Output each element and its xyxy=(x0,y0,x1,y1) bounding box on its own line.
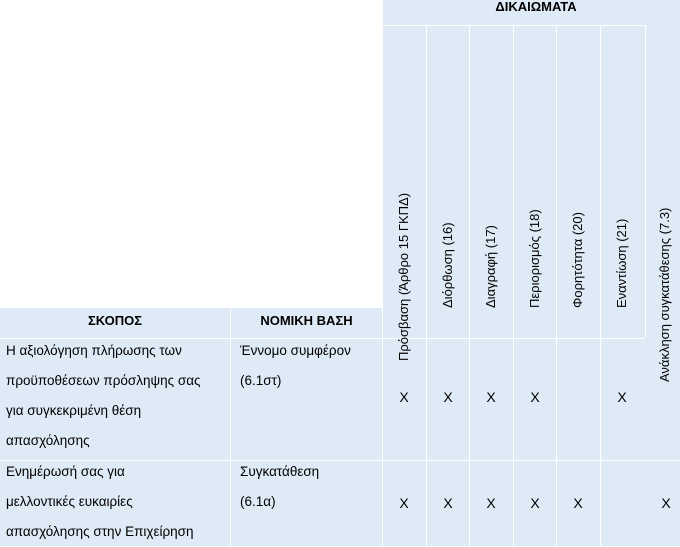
purpose-column-header: ΣΚΟΠΟΣ xyxy=(87,313,142,328)
right-restriction-label: Περιορισμός (18) xyxy=(527,209,542,308)
right-portability-label: Φορητότητα (20) xyxy=(570,212,585,308)
row-1-access-mark: X xyxy=(399,389,409,405)
row-1-restriction-mark: X xyxy=(530,389,540,405)
row-1-basis-line: Έννομο συμφέρον xyxy=(240,343,351,358)
right-consent-withdrawal-label: Ανάκληση συγκατάθεσης (7.3) xyxy=(657,207,672,382)
grid-line xyxy=(645,25,646,337)
grid-line xyxy=(600,25,601,546)
row-1-purpose xyxy=(6,336,228,456)
row-1-basis-line: (6.1στ) xyxy=(240,373,282,388)
row-2-rectification-mark: X xyxy=(443,495,453,511)
row-1-purpose-line: προϋποθέσεων πρόσληψης σας xyxy=(6,373,201,388)
row-1-purpose-line: για συγκεκριμένη θέση xyxy=(6,403,142,418)
row-2-legal-basis xyxy=(240,457,380,517)
row-2-purpose-line: απασχόλησης στην Επιχείρηση xyxy=(6,524,194,539)
row-2-purpose-line: μελλοντικές ευκαιρίες xyxy=(6,494,133,509)
right-rectification-label: Διόρθωση (16) xyxy=(440,222,455,308)
right-access-label: Πρόσβαση (Άρθρο 15 ΓΚΠΔ) xyxy=(396,192,411,361)
row-2-consent-withdrawal-mark: X xyxy=(661,495,671,511)
grid-line xyxy=(513,25,514,546)
rights-title-divider xyxy=(383,25,646,26)
row-1-purpose-line: απασχόλησης xyxy=(6,433,90,448)
row-1-legal-basis xyxy=(240,336,380,396)
row-1-erasure-mark: X xyxy=(486,389,496,405)
row-2-purpose xyxy=(6,457,228,547)
row-2-basis-line: Συγκατάθεση xyxy=(240,464,320,479)
row-1-purpose-line: Η αξιολόγηση πλήρωσης των xyxy=(6,343,182,358)
grid-line xyxy=(426,25,427,546)
rights-header: ΔΙΚΑΙΩΜΑΤΑ xyxy=(495,0,577,14)
row-2-basis-line: (6.1α) xyxy=(240,494,276,509)
legal-basis-column-header: ΝΟΜΙΚΗ ΒΑΣΗ xyxy=(260,313,353,328)
grid-line xyxy=(230,308,231,546)
grid-line xyxy=(469,25,470,546)
row-1-objection-mark: X xyxy=(617,389,627,405)
grid-line xyxy=(382,0,383,546)
right-objection-label: Εναντίωση (21) xyxy=(614,218,629,308)
row-1-rectification-mark: X xyxy=(443,389,453,405)
row-2-restriction-mark: X xyxy=(530,495,540,511)
grid-line xyxy=(556,25,557,546)
row-2-portability-mark: X xyxy=(573,495,583,511)
right-erasure-label: Διαγραφή (17) xyxy=(483,225,498,308)
row-2-erasure-mark: X xyxy=(486,495,496,511)
row-2-purpose-line: Ενημέρωσή σας για xyxy=(6,464,125,479)
row-2-access-mark: X xyxy=(399,495,409,511)
